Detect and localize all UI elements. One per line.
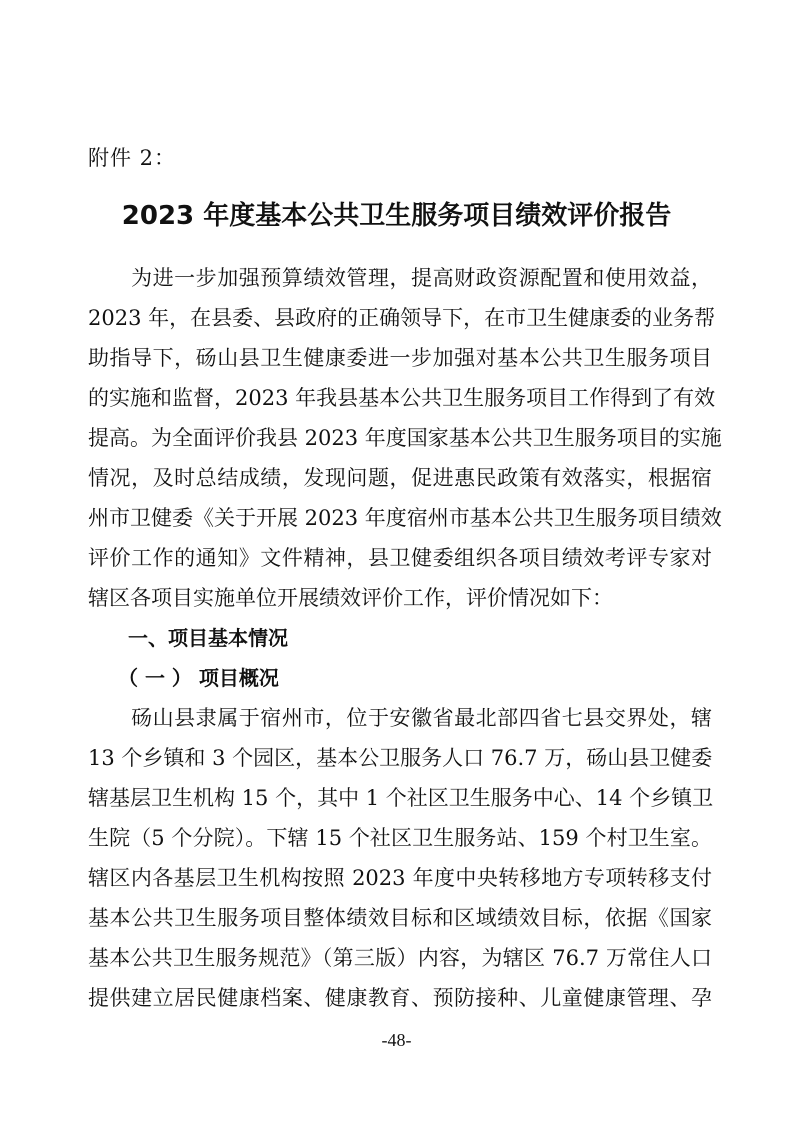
paragraph-line: 的实施和监督，2023 年我县基本公共卫生服务项目工作得到了有效 bbox=[88, 386, 716, 410]
paragraph-line: 州市卫健委《关于开展 2023 年度宿州市基本公共卫生服务项目绩效 bbox=[88, 506, 722, 530]
section-heading: 一、项目基本情况 bbox=[88, 626, 288, 650]
paragraph-line: 辖区内各基层卫生机构按照 2023 年度中央转移地方专项转移支付 bbox=[88, 866, 712, 890]
paragraph-line: 基本公共卫生服务项目整体绩效目标和区域绩效目标，依据《国家 bbox=[88, 906, 712, 930]
paragraph-line: 生院（5 个分院）。下辖 15 个社区卫生服务站、159 个村卫生室。 bbox=[88, 826, 712, 850]
paragraph-line: 为进一步加强预算绩效管理，提高财政资源配置和使用效益， bbox=[88, 266, 712, 290]
paragraph-line: 情况，及时总结成绩，发现问题，促进惠民政策有效落实，根据宿 bbox=[88, 466, 712, 490]
paragraph-line: 辖基层卫生机构 15 个，其中 1 个社区卫生服务中心、14 个乡镇卫 bbox=[88, 786, 714, 810]
paragraph-line: 13 个乡镇和 3 个园区，基本公卫服务人口 76.7 万，砀山县卫健委 bbox=[88, 746, 713, 770]
paragraph-line: 辖区各项目实施单位开展绩效评价工作，评价情况如下： bbox=[88, 586, 613, 610]
subsection-heading: （ 一 ） 项目概况 bbox=[88, 666, 279, 690]
paragraph-line: 评价工作的通知》文件精神，县卫健委组织各项目绩效考评专家对 bbox=[88, 546, 712, 570]
attachment-label: 附件 2： bbox=[88, 146, 177, 170]
paragraph-line: 2023 年，在县委、县政府的正确领导下，在市卫生健康委的业务帮 bbox=[88, 306, 716, 330]
paragraph-line: 基本公共卫生服务规范》（第三版）内容，为辖区 76.7 万常住人口 bbox=[88, 946, 712, 970]
paragraph-line: 提高。为全面评价我县 2023 年度国家基本公共卫生服务项目的实施 bbox=[88, 426, 722, 450]
paragraph-line: 助指导下，砀山县卫生健康委进一步加强对基本公共卫生服务项目 bbox=[88, 346, 712, 370]
document-title: 2023 年度基本公共卫生服务项目绩效评价报告 bbox=[121, 201, 672, 231]
paragraph-line: 砀山县隶属于宿州市，位于安徽省最北部四省七县交界处，辖 bbox=[88, 706, 712, 730]
page-number: -48- bbox=[381, 1030, 412, 1050]
paragraph-line: 提供建立居民健康档案、健康教育、预防接种、儿童健康管理、孕 bbox=[88, 986, 712, 1010]
